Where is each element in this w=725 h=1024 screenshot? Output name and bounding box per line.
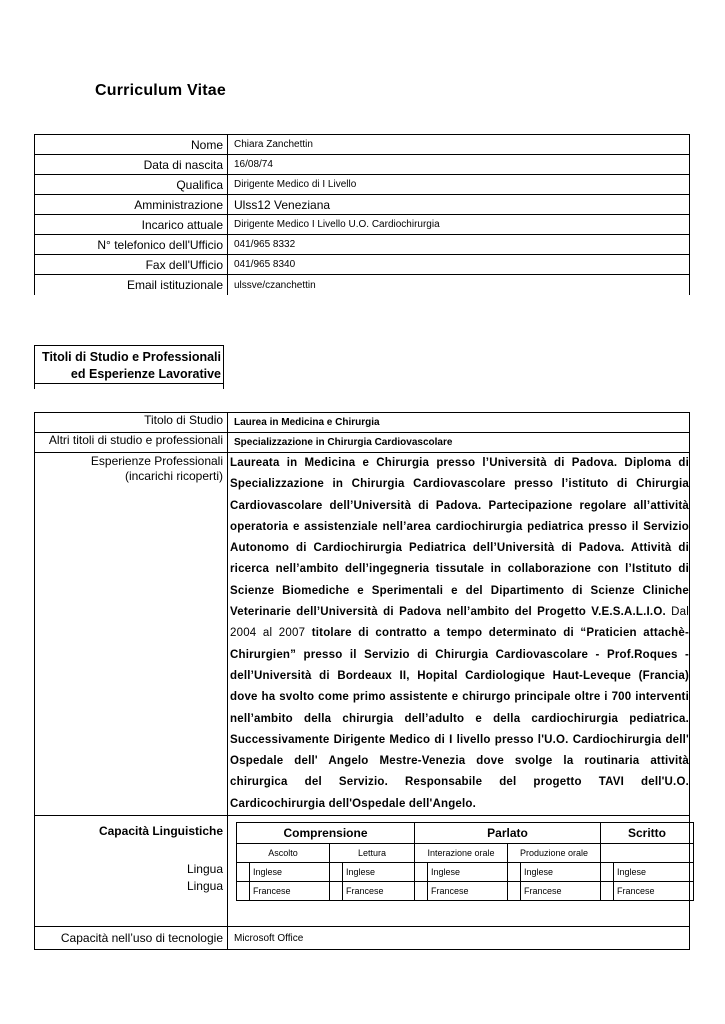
tecnologie-value: Microsoft Office [228, 927, 690, 950]
table-row [35, 413, 690, 433]
section-heading-line-1: Titoli di Studio e Professionali [42, 350, 221, 364]
field-label: Amministrazione [35, 195, 228, 215]
esperienze-text [228, 453, 690, 816]
cell [237, 863, 250, 882]
field-label: Nome [35, 135, 228, 155]
field-value: Chiara Zanchettin [228, 135, 690, 155]
field-label: Incarico attuale [35, 215, 228, 235]
table-row [35, 215, 690, 235]
subheader-lettura: Lettura [330, 844, 415, 863]
lingue-cell [228, 816, 690, 927]
field-value: ulssve/czanchettin [228, 275, 690, 296]
personal-info-table [34, 134, 690, 295]
table-row [35, 816, 690, 927]
titolo-value: Laurea in Medicina e Chirurgia [228, 413, 690, 433]
table-row [35, 433, 690, 453]
field-value: 16/08/74 [228, 155, 690, 175]
cell [508, 863, 521, 882]
table-row [35, 195, 690, 215]
field-value: 041/965 8332 [228, 235, 690, 255]
table-row [35, 135, 690, 155]
field-value: 041/965 8340 [228, 255, 690, 275]
table-row [35, 275, 690, 296]
table-row [237, 882, 694, 901]
cell [601, 863, 614, 882]
cell: Inglese [428, 863, 508, 882]
cell: Inglese [343, 863, 415, 882]
cell [330, 863, 343, 882]
table-row [237, 863, 694, 882]
header-scritto: Scritto [601, 823, 694, 844]
cell: Francese [614, 882, 694, 901]
cell: Inglese [614, 863, 694, 882]
cell: Francese [521, 882, 601, 901]
header-parlato: Parlato [415, 823, 601, 844]
field-label: Qualifica [35, 175, 228, 195]
altri-titoli-value: Specializzazione in Chirurgia Cardiovascolare [228, 433, 690, 453]
lingue-label: Capacità Linguistiche [98, 824, 223, 839]
page-title: Curriculum Vitae [95, 82, 226, 99]
field-label: Data di nascita [35, 155, 228, 175]
subheader-interazione: Interazione orale [415, 844, 508, 863]
divider [34, 383, 35, 389]
esperienze-text-part-3: titolare di contratto a tempo determinato di “Praticien attachè-Chirurgien” presso il Servizio di Chirurgia Cardiovascolare - Prof.Roques - dell’Università di Bordeaux II, Hopital Cardiologique Haut-Leveque (Francia) dove ha svolto come primo assistente e chirurgo principale oltre i 700 interventi nell’ambito della chirurgia dell’adulto e della cardiochirurgia pediatrica. Successivamente Dirigente Medico di I livello presso l'U.O. Cardiochirurgia dell' Ospedale dell' Angelo Mestre-Venezia dove svolge la routinaria attività chirurgica del Servizio. Responsabile del progetto TAVI dell'U.O. Cardicochirurgia dell'Ospedale dell'Angelo. [230, 627, 689, 810]
cell: Francese [250, 882, 330, 901]
subheader-ascolto: Ascolto [237, 844, 330, 863]
tecnologie-label: Capacità nell’uso di tecnologie [35, 927, 228, 950]
subheader-empty [601, 844, 694, 863]
field-value: Dirigente Medico di I Livello [228, 175, 690, 195]
lingua-label: Lingua [186, 879, 223, 894]
cell [237, 882, 250, 901]
table-row [35, 927, 690, 950]
table-row [35, 175, 690, 195]
field-value: Dirigente Medico I Livello U.O. Cardiochirurgia [228, 215, 690, 235]
field-label: Email istituzionale [35, 275, 228, 296]
field-label: Fax dell'Ufficio [35, 255, 228, 275]
cell [415, 882, 428, 901]
table-row [35, 255, 690, 275]
table-row [35, 235, 690, 255]
cell [508, 882, 521, 901]
header-comprensione: Comprensione [237, 823, 415, 844]
education-experience-table [34, 412, 690, 950]
field-label: N° telefonico dell'Ufficio [35, 235, 228, 255]
esperienze-text-part-1: Laureata in Medicina e Chirurgia presso l’Università di Padova. Diploma di Specializzazione in Chirurgia Cardiovascolare presso l’istituto di Chirurgia Cardiovascolare dell’Università di Padova. Partecipazione regolare all’attività operatoria e assistenziale nell’area cardiochirurgia pediatrica presso il Servizio Autonomo di Cardiochirurgia Pediatrica dell’Università di Padova. Attività di ricerca nell’ambito dell’ingegneria tissutale in collaborazione con l’Istituto di Scienze Biomediche e Sperimentali e del Dipartimento di Scienze Cliniche Veterinarie dell’Università di Padova nell’ambito del Progetto V.E.S.A.L.I.O. [230, 457, 689, 619]
cell [415, 863, 428, 882]
cell: Inglese [250, 863, 330, 882]
esperienze-text-part-2: Dal 2004 al 2007 [230, 606, 689, 640]
cell: Inglese [521, 863, 601, 882]
table-row [237, 823, 694, 844]
language-table [236, 822, 694, 901]
subheader-produzione: Produzione orale [508, 844, 601, 863]
altri-titoli-label: Altri titoli di studio e professionali [35, 433, 228, 453]
lingua-label: Lingua [186, 862, 223, 877]
cell: Francese [343, 882, 415, 901]
section-heading-line-2: ed Esperienze Lavorative [70, 367, 221, 381]
lingue-label-cell [35, 816, 228, 927]
table-row [35, 453, 690, 816]
esperienze-label-line-1: Esperienze Professionali [90, 454, 223, 468]
cell: Francese [428, 882, 508, 901]
esperienze-label [35, 453, 228, 816]
cell [330, 882, 343, 901]
esperienze-label-line-2: (incarichi ricoperti) [124, 469, 223, 483]
field-value: Ulss12 Veneziana [228, 195, 690, 215]
cell [601, 882, 614, 901]
table-row [237, 844, 694, 863]
titolo-label: Titolo di Studio [35, 413, 228, 433]
table-row [35, 155, 690, 175]
divider [34, 383, 224, 384]
